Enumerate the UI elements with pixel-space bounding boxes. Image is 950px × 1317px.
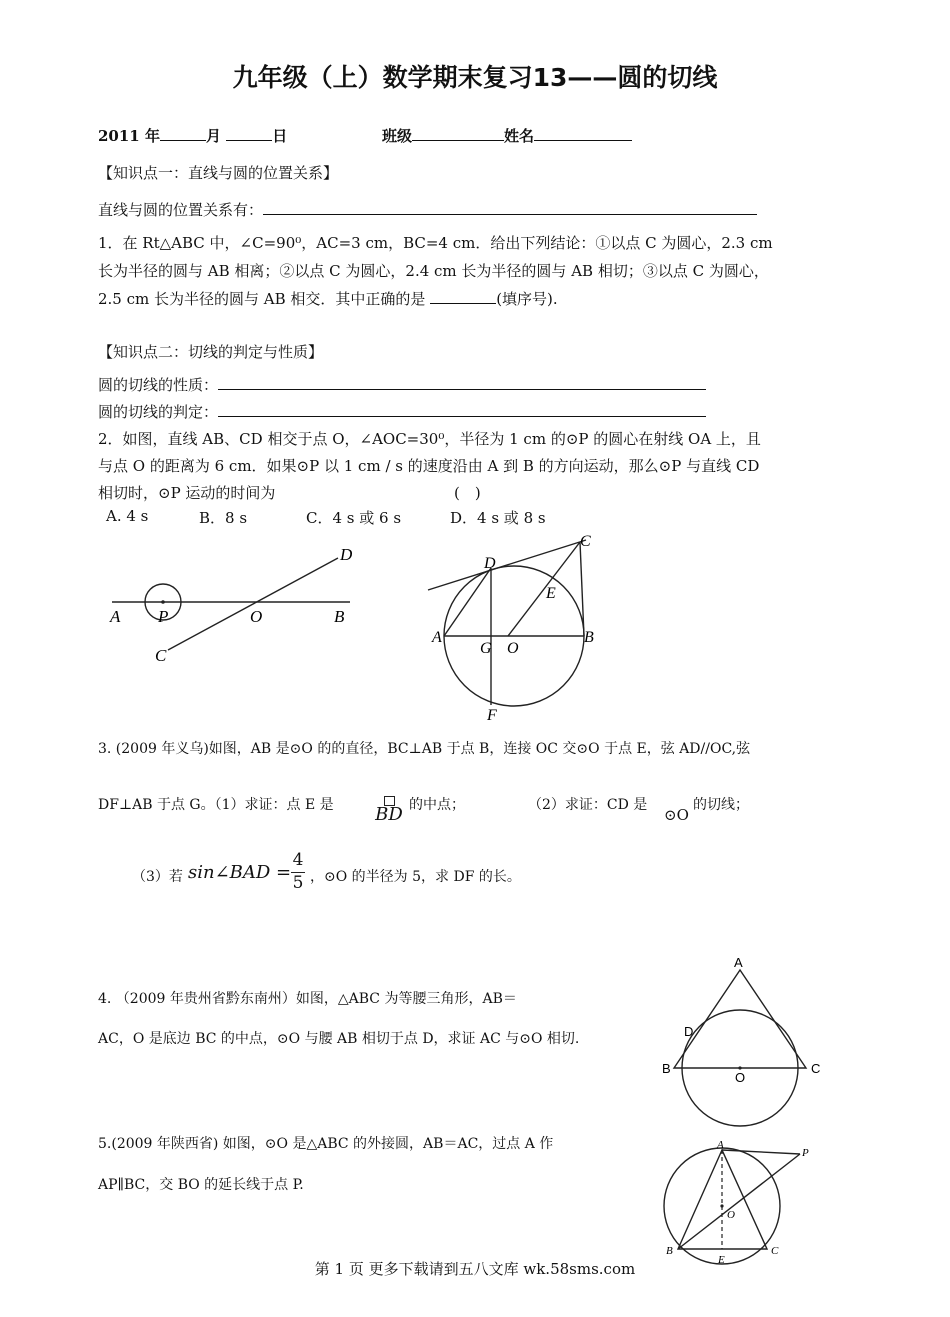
segment-ap	[722, 1150, 800, 1154]
fig2-label-a: A	[432, 629, 442, 646]
answer-blank[interactable]	[430, 289, 496, 304]
answer-blank[interactable]	[263, 200, 757, 215]
sin-expression: sin∠BAD =	[188, 862, 292, 883]
option-d: D．4 s 或 8 s	[450, 509, 546, 527]
tangent-criterion-line: 圆的切线的判定：	[98, 401, 706, 422]
month-label: 月	[205, 127, 221, 145]
fig4-label-o: O	[735, 1070, 746, 1085]
fig2-label-g: G	[480, 640, 492, 657]
q1-line3: 2.5 cm 长为半径的圆与 AB 相交．其中正确的是 (填序号).	[98, 290, 558, 308]
fraction-4-5: 4 5	[292, 850, 304, 893]
q2-answer-paren: ( )	[454, 484, 481, 502]
class-label: 班级	[382, 127, 413, 145]
fig5-label-a: A	[717, 1139, 724, 1151]
center-p	[161, 600, 165, 604]
circle-o-symbol: ⊙O	[664, 806, 689, 824]
section1-heading: 【知识点一：直线与圆的位置关系】	[98, 164, 339, 182]
fig5-label-c: C	[771, 1245, 779, 1257]
figure-q5-circumcircle	[656, 1138, 828, 1266]
answer-blank[interactable]	[218, 375, 706, 390]
q1-line2: 长为半径的圆与 AB 相离；②以点 C 为圆心，2.4 cm 长为半径的圆与 AB 相切；③以点 C 为圆心，	[98, 262, 769, 280]
year-label: 2011 年	[98, 127, 160, 145]
answer-blank[interactable]	[218, 402, 706, 417]
fig4-label-d: D	[684, 1024, 694, 1039]
q3-tangent-text: 的切线；	[693, 797, 749, 813]
q2-line3: 相切时，⊙P 运动的时间为	[98, 484, 276, 502]
fig1-label-d: D	[340, 545, 353, 564]
fig2-label-f: F	[487, 707, 497, 724]
fig1-label-o: O	[250, 607, 263, 626]
q3-part3-text: ，⊙O 的半径为 5，求 DF 的长。	[310, 869, 521, 885]
arc-bd: BD	[375, 796, 403, 824]
fig2-label-c: C	[580, 533, 591, 550]
q4-line1: 4. （2009 年贵州省黔东南州）如图，△ABC 为等腰三角形，AB＝	[98, 991, 517, 1007]
q3-line1: 3. (2009 年义乌)如图，AB 是⊙O 的的直径，BC⊥AB 于点 B，连接 OC 交⊙O 于点 E，弦 AD//OC,弦	[98, 741, 751, 757]
center-o	[720, 1204, 723, 1207]
q3-line2: DF⊥AB 于点 G。（1）求证：点 E 是	[98, 797, 334, 813]
fig4-label-a: A	[734, 955, 743, 970]
q5-line2: AP∥BC，交 BO 的延长线于点 P.	[98, 1177, 304, 1193]
q4-line2: AC，O 是底边 BC 的中点，⊙O 与腰 AB 相切于点 D，求证 AC 与⊙O 相切.	[98, 1031, 580, 1047]
class-name-row	[382, 125, 632, 146]
fig1-label-p: P	[158, 607, 169, 626]
option-c: C．4 s 或 6 s	[306, 509, 402, 527]
fig2-label-e: E	[546, 585, 556, 602]
q3-part3-prefix: （3）若	[132, 869, 183, 885]
section1-line: 直线与圆的位置关系有：	[98, 199, 757, 220]
fig2-label-o: O	[507, 640, 519, 657]
triangle-abc	[674, 970, 806, 1068]
fig2-label-b: B	[584, 629, 594, 646]
tangent-property-line: 圆的切线的性质：	[98, 374, 706, 395]
section2-heading: 【知识点二：切线的判定与性质】	[98, 343, 324, 361]
day-label: 日	[272, 127, 288, 145]
segment-oc	[508, 542, 580, 636]
figure-q3-circle-tangent	[420, 528, 610, 726]
fig5-label-e: E	[718, 1254, 725, 1266]
fig1-label-c: C	[155, 646, 167, 665]
name-label: 姓名	[504, 127, 535, 145]
figure-q2-lines-circle	[100, 540, 370, 670]
fig4-label-c: C	[811, 1061, 821, 1076]
q2-line1: 2．如图，直线 AB、CD 相交于点 O，∠AOC=30⁰，半径为 1 cm 的⊙P 的圆心在射线 OA 上，且	[98, 430, 761, 448]
fig2-label-d: D	[484, 555, 496, 572]
page-title: 九年级（上）数学期末复习13——圆的切线	[232, 63, 718, 92]
fig5-label-p: P	[802, 1147, 809, 1159]
fig5-label-b: B	[666, 1245, 673, 1257]
fig1-label-b: B	[334, 607, 345, 626]
header-row	[98, 125, 287, 146]
option-b: B．8 s	[199, 509, 248, 527]
q3-part2-text: （2）求证：CD 是	[528, 797, 648, 813]
page-footer: 第 1 页 更多下载请到五八文库 wk.58sms.com	[314, 1260, 636, 1278]
segment-bp	[678, 1154, 800, 1249]
fig5-label-o: O	[727, 1209, 735, 1221]
option-a: A. 4 s	[106, 507, 149, 525]
line-cd	[168, 558, 338, 650]
q5-line1: 5.(2009 年陕西省) 如图，⊙O 是△ABC 的外接圆，AB＝AC，过点 A 作	[98, 1136, 554, 1152]
fig1-label-a: A	[110, 607, 121, 626]
q3-midpoint-text: 的中点；	[409, 797, 465, 813]
q1-line1: 1．在 Rt△ABC 中，∠C=90⁰，AC=3 cm，BC=4 cm．给出下列结论：①以点 C 为圆心，2.3 cm	[98, 234, 773, 252]
fig4-label-b: B	[662, 1061, 671, 1076]
figure-q4-isosceles-circle	[656, 952, 828, 1128]
q2-line2: 与点 O 的距离为 6 cm．如果⊙P 以 1 cm / s 的速度沿由 A 到 B 的方向运动，那么⊙P 与直线 CD	[98, 457, 760, 475]
